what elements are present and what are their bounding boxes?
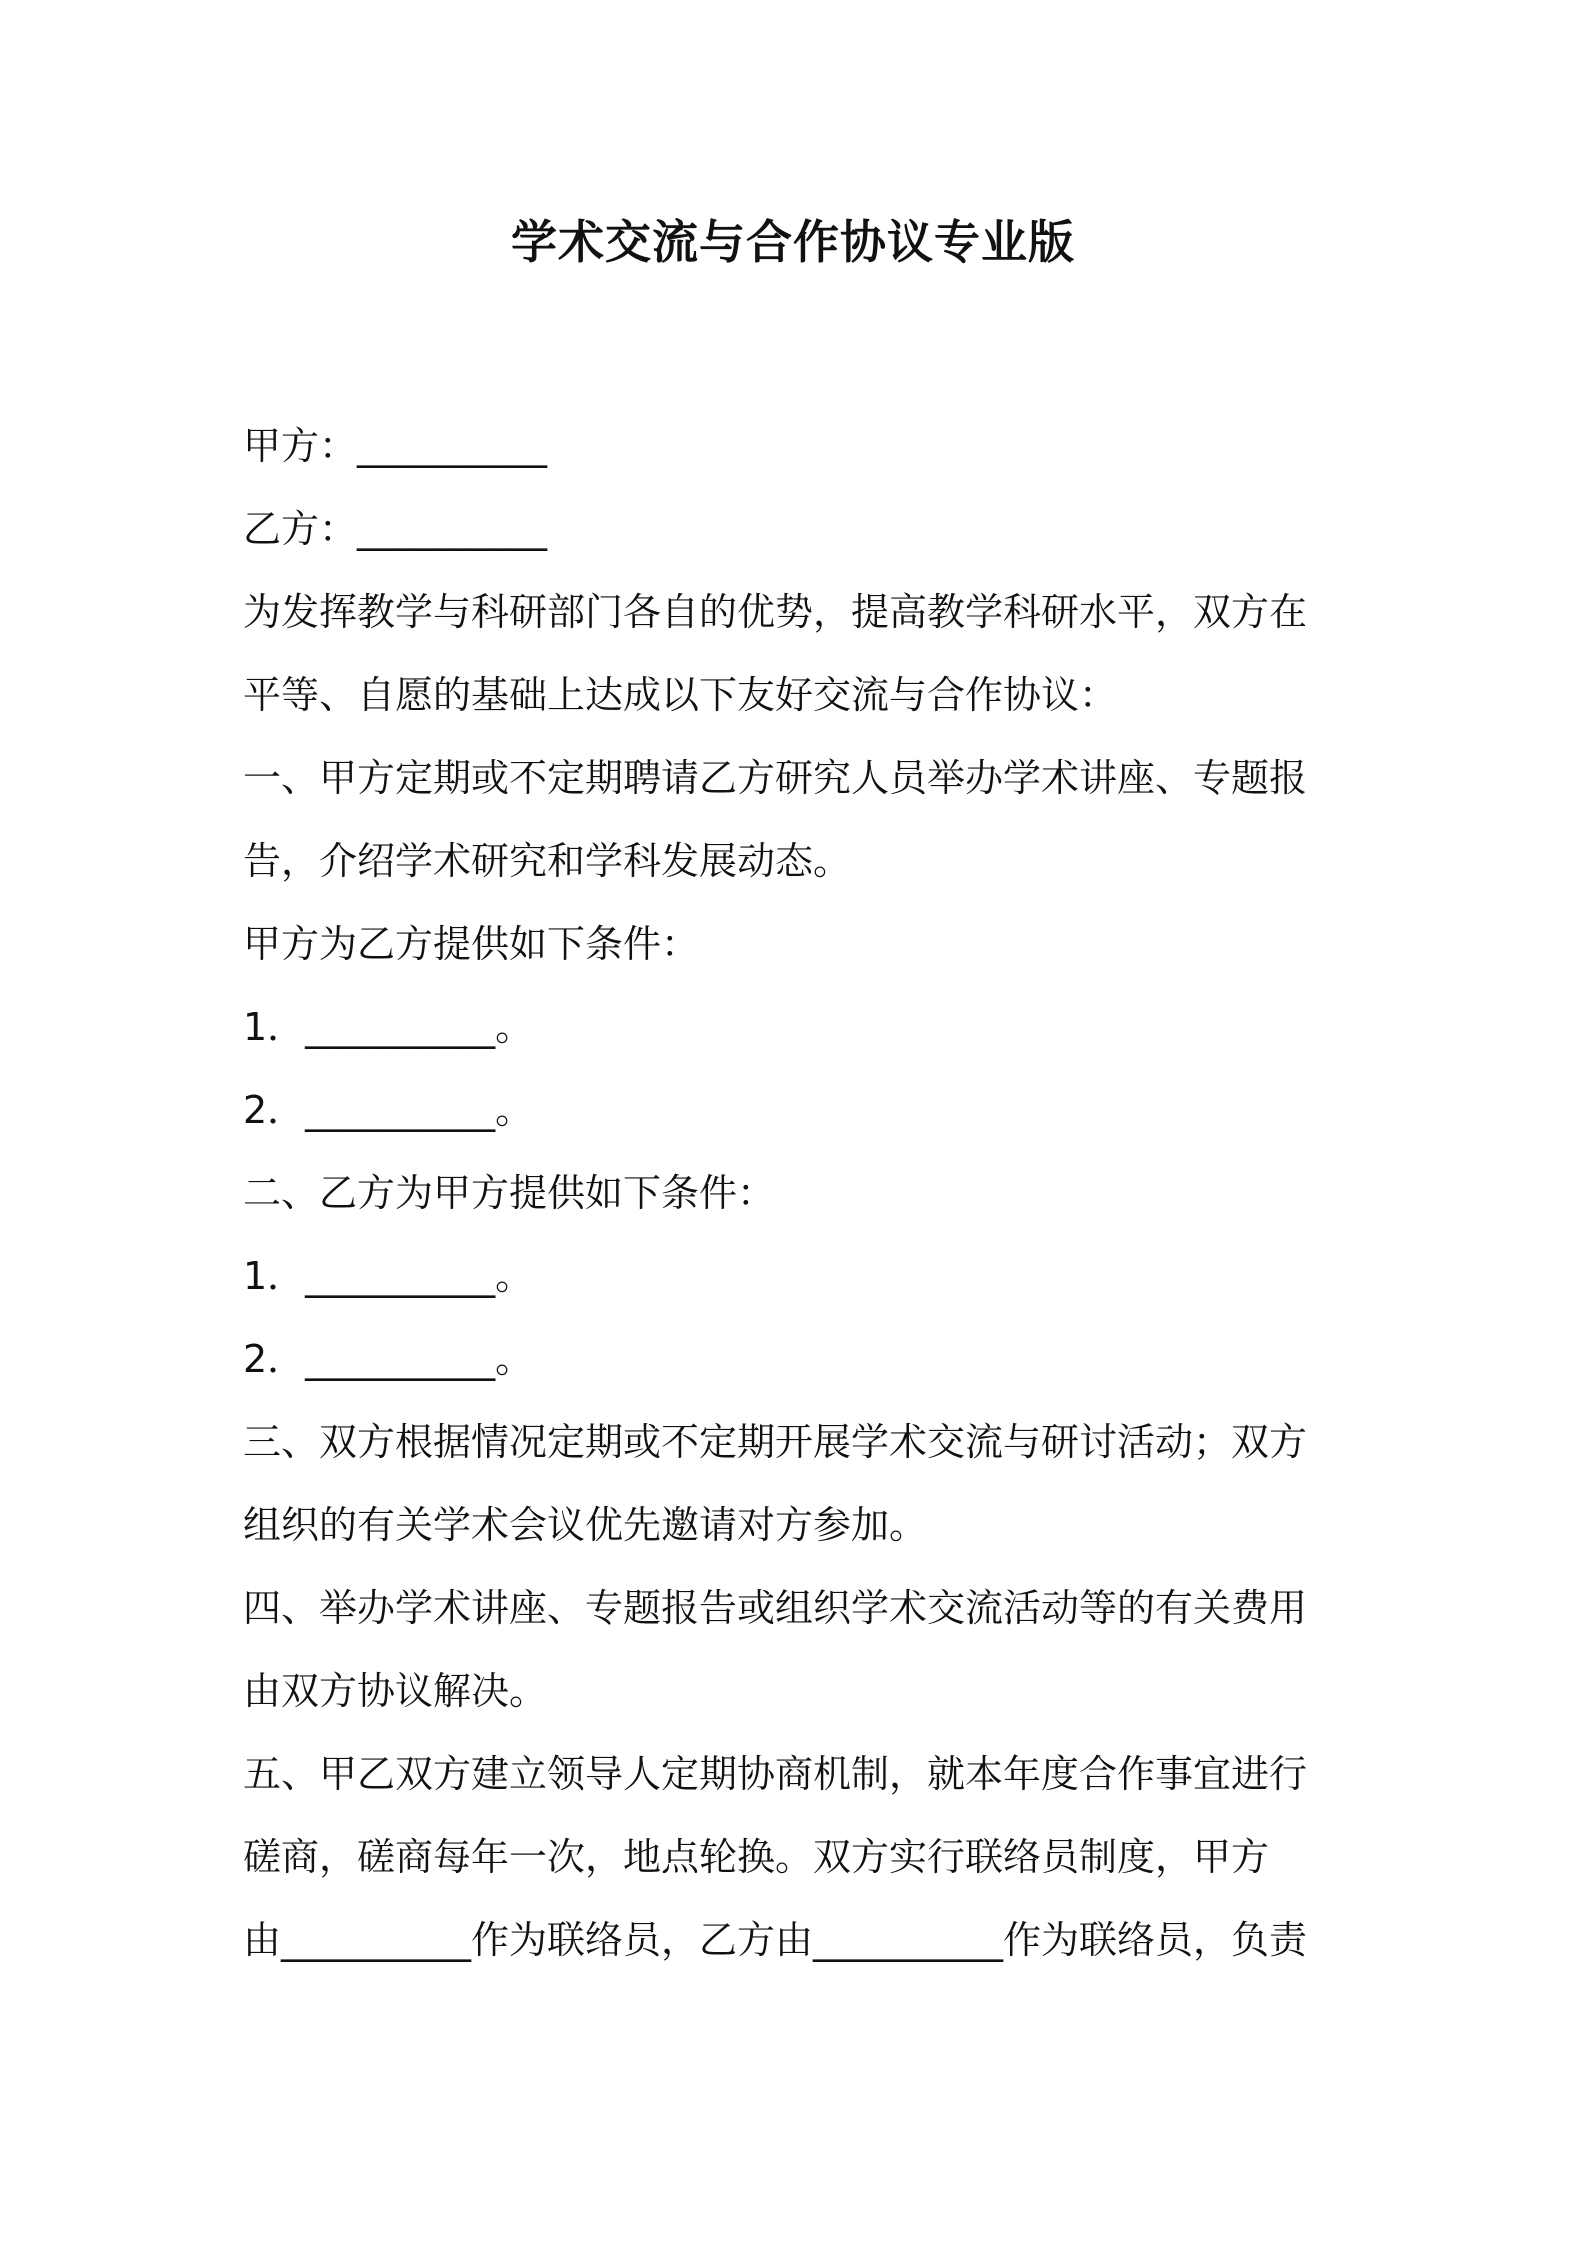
party-a-line: 甲方：__________ (243, 424, 548, 468)
clause-5-line-3: 由__________作为联络员，乙方由__________作为联络员，负责 (243, 1918, 1308, 1962)
clause-3-line-1: 三、双方根据情况定期或不定期开展学术交流与研讨活动；双方 (243, 1420, 1308, 1464)
clause-5-line-2: 磋商，磋商每年一次，地点轮换。双方实行联络员制度，甲方 (243, 1835, 1270, 1879)
clause-2-heading: 二、乙方为甲方提供如下条件： (243, 1171, 776, 1215)
clause-4-line-2: 由双方协议解决。 (243, 1669, 548, 1713)
party-b-line: 乙方：__________ (243, 507, 548, 551)
document-body (243, 405, 1353, 1982)
clause-4-line-1: 四、举办学术讲座、专题报告或组织学术交流活动等的有关费用 (243, 1586, 1308, 1630)
preamble-line-1: 为发挥教学与科研部门各自的优势，提高教学科研水平，双方在 (243, 590, 1308, 634)
party-a-conditions-heading: 甲方为乙方提供如下条件： (243, 922, 700, 966)
party-b-condition-1: 1．__________。 (243, 1254, 534, 1298)
clause-3-line-2: 组织的有关学术会议优先邀请对方参加。 (243, 1503, 928, 1547)
clause-5-line-1: 五、甲乙双方建立领导人定期协商机制，就本年度合作事宜进行 (243, 1752, 1308, 1796)
preamble-line-2: 平等、自愿的基础上达成以下友好交流与合作协议： (243, 673, 1118, 717)
party-a-condition-1: 1．__________。 (243, 1005, 534, 1049)
document-title: 学术交流与合作协议专业版 (511, 215, 1075, 269)
party-b-condition-2: 2．__________。 (243, 1337, 534, 1381)
clause-1-line-1: 一、甲方定期或不定期聘请乙方研究人员举办学术讲座、专题报 (243, 756, 1308, 800)
clause-1-line-2: 告，介绍学术研究和学科发展动态。 (243, 839, 852, 883)
party-a-condition-2: 2．__________。 (243, 1088, 534, 1132)
